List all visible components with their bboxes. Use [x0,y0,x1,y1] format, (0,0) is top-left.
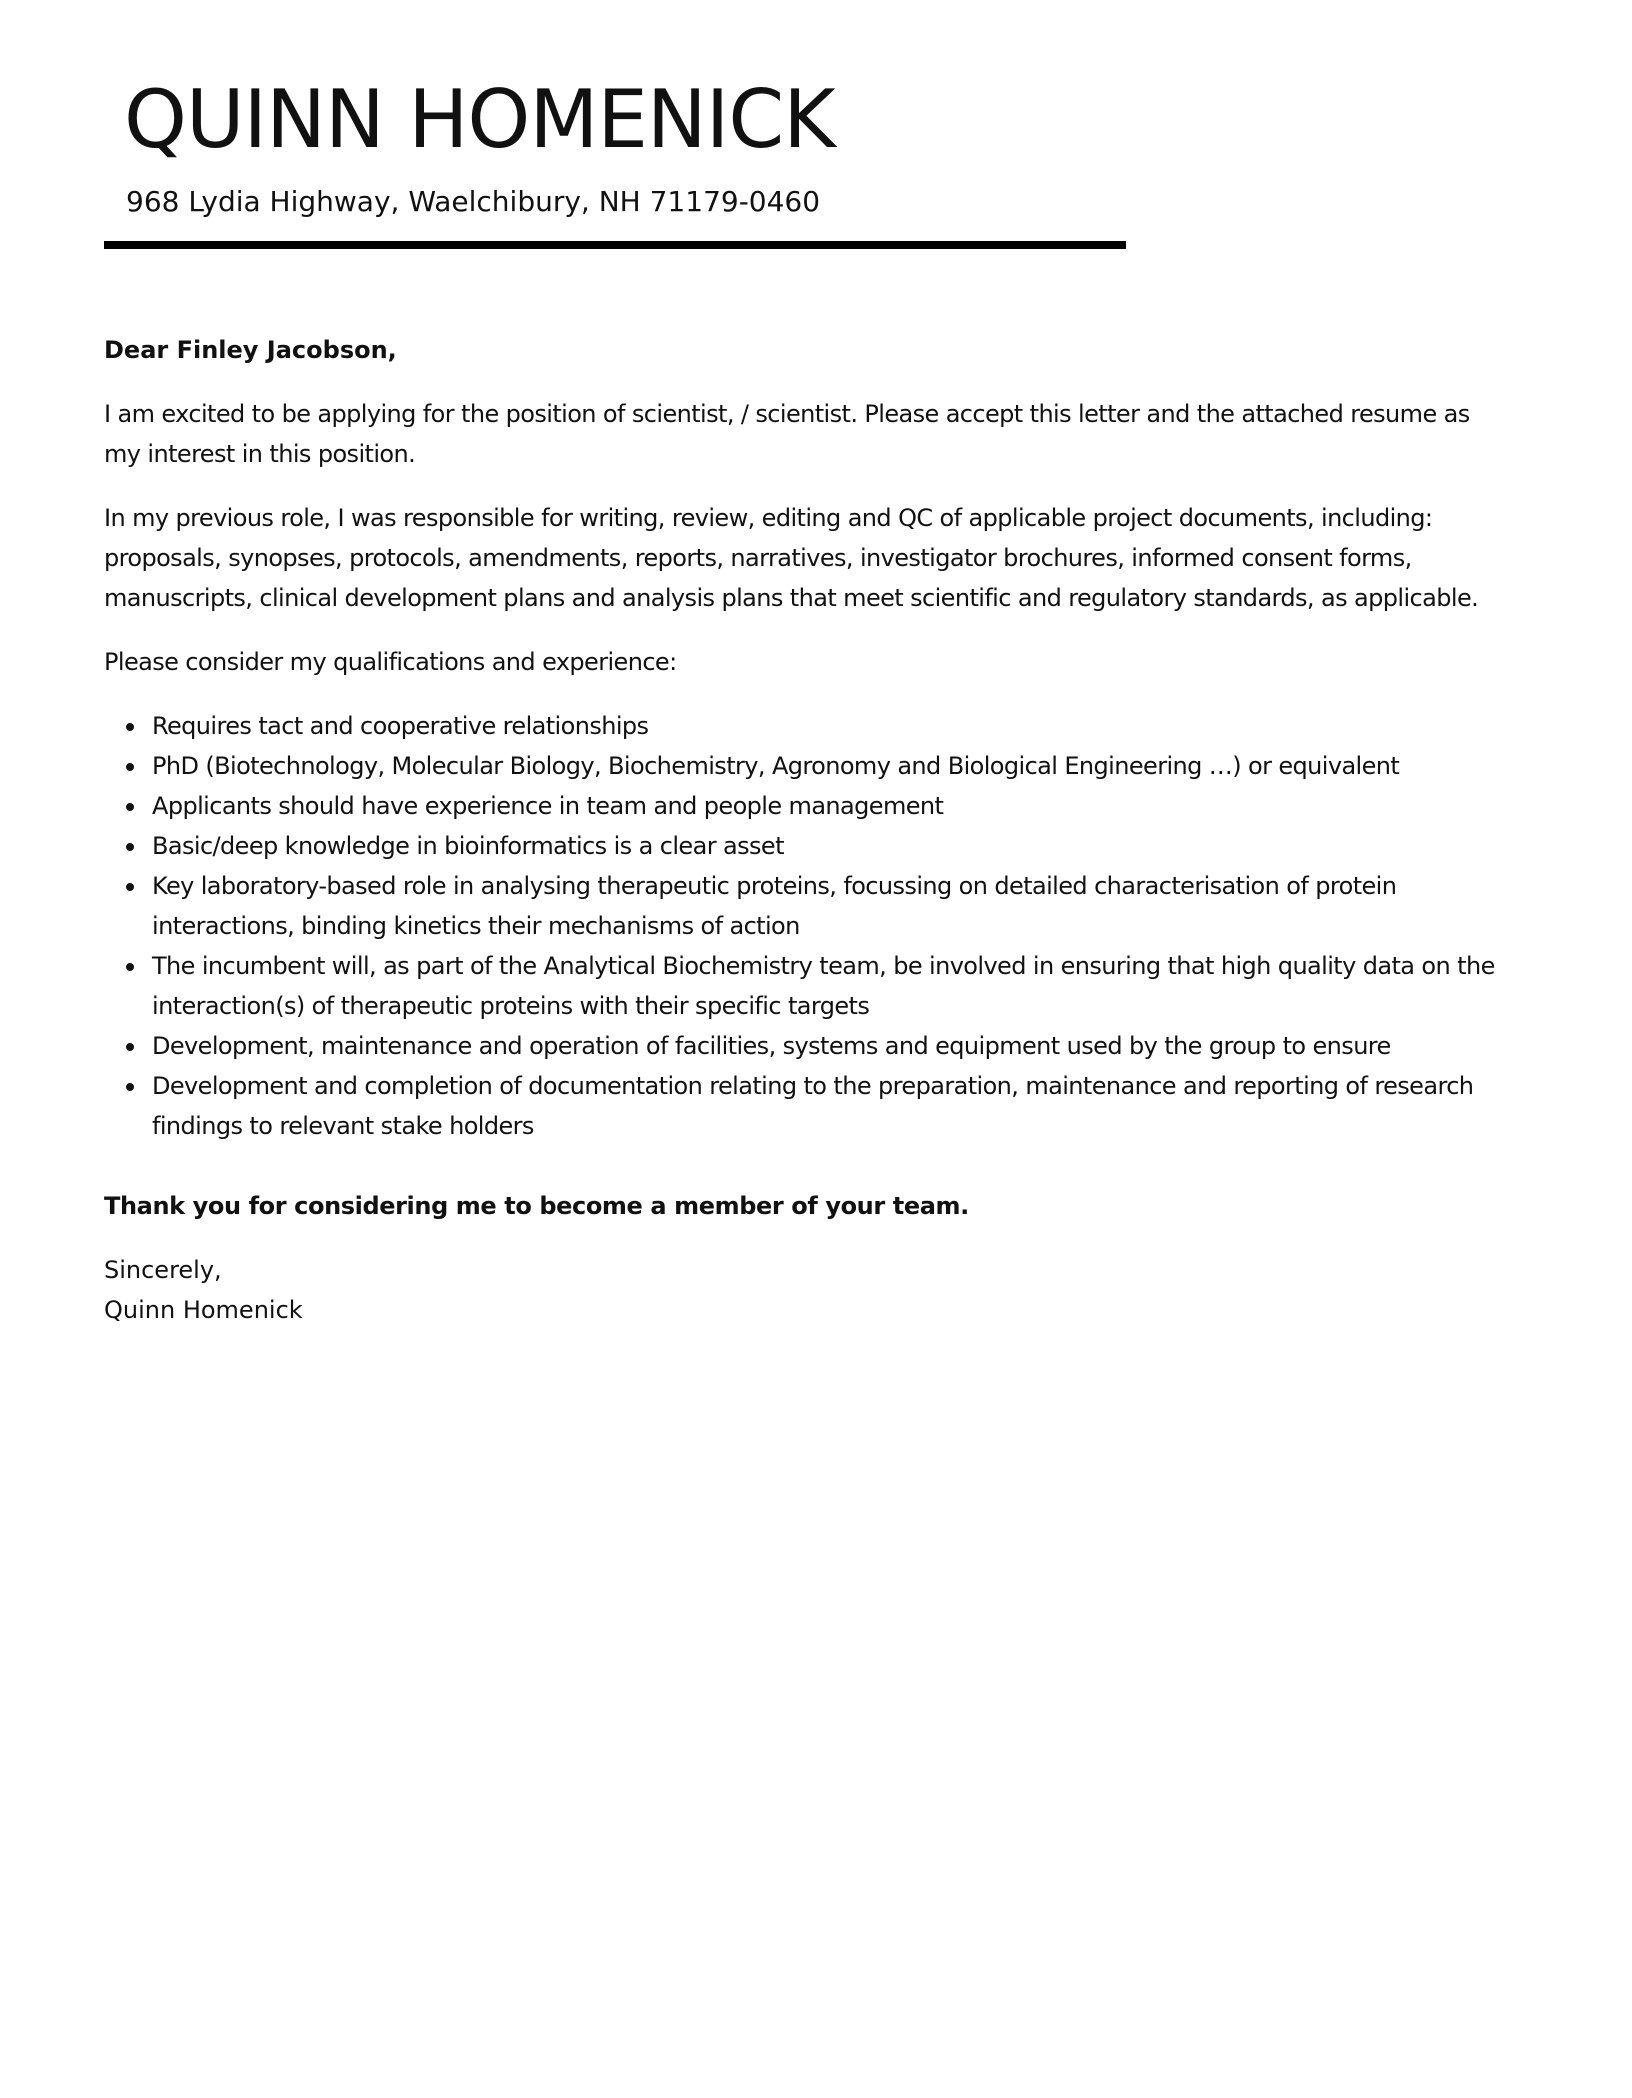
qualifications-list [104,706,1504,1146]
bullet-icon [126,883,134,891]
list-item [152,706,1504,746]
list-item-text: Key laboratory-based role in analysing therapeutic proteins, focussing on detailed characterisation of protein interactions, binding kinetics their mechanisms of action [152,872,1397,940]
experience-paragraph: In my previous role, I was responsible for writing, review, editing and QC of applicable project documents, including: proposals, synopses, protocols, amendments, reports, narratives, investigator brochures, informed consent forms, manuscripts, clinical development plans and analysis plans that meet scientific and regulatory standards, as applicable. [104,504,1479,612]
bullet-icon [126,963,134,971]
bullet-icon [126,723,134,731]
salutation: Dear Finley Jacobson, [104,336,397,364]
list-item [152,1026,1504,1066]
list-item [152,786,1504,826]
intro-paragraph: I am excited to be applying for the position of scientist, / scientist. Please accept this letter and the attached resume as my interest in this position. [104,400,1470,468]
list-item [152,866,1504,946]
applicant-address: 968 Lydia Highway, Waelchibury, NH 71179-0460 [126,185,821,218]
bullet-icon [126,1043,134,1051]
bullet-icon [126,803,134,811]
list-item [152,746,1504,786]
applicant-name: QUINN HOMENICK [124,73,835,166]
list-item-text: Applicants should have experience in team and people management [152,792,944,820]
list-item [152,826,1504,866]
list-item [152,946,1504,1026]
signoff-block [104,1250,1504,1330]
valediction: Sincerely, [104,1256,222,1284]
bullet-icon [126,763,134,771]
letter-body [104,330,1504,1330]
list-item-text: Requires tact and cooperative relationships [152,712,649,740]
signature-name: Quinn Homenick [104,1296,303,1324]
list-item-text: Development, maintenance and operation of facilities, systems and equipment used by the group to ensure [152,1032,1391,1060]
qualifications-intro: Please consider my qualifications and experience: [104,648,677,676]
list-item-text: Basic/deep knowledge in bioinformatics is a clear asset [152,832,784,860]
header-divider [104,241,1126,249]
list-item [152,1066,1504,1146]
closing-line: Thank you for considering me to become a member of your team. [104,1192,969,1220]
list-item-text: The incumbent will, as part of the Analytical Biochemistry team, be involved in ensuring that high quality data on the interaction(s) of therapeutic proteins with their specific targets [152,952,1495,1020]
bullet-icon [126,843,134,851]
letter-header [124,72,835,222]
list-item-text: Development and completion of documentation relating to the preparation, maintenance and reporting of research findings to relevant stake holders [152,1072,1474,1140]
bullet-icon [126,1083,134,1091]
list-item-text: PhD (Biotechnology, Molecular Biology, Biochemistry, Agronomy and Biological Engineering …) or equivalent [152,752,1400,780]
